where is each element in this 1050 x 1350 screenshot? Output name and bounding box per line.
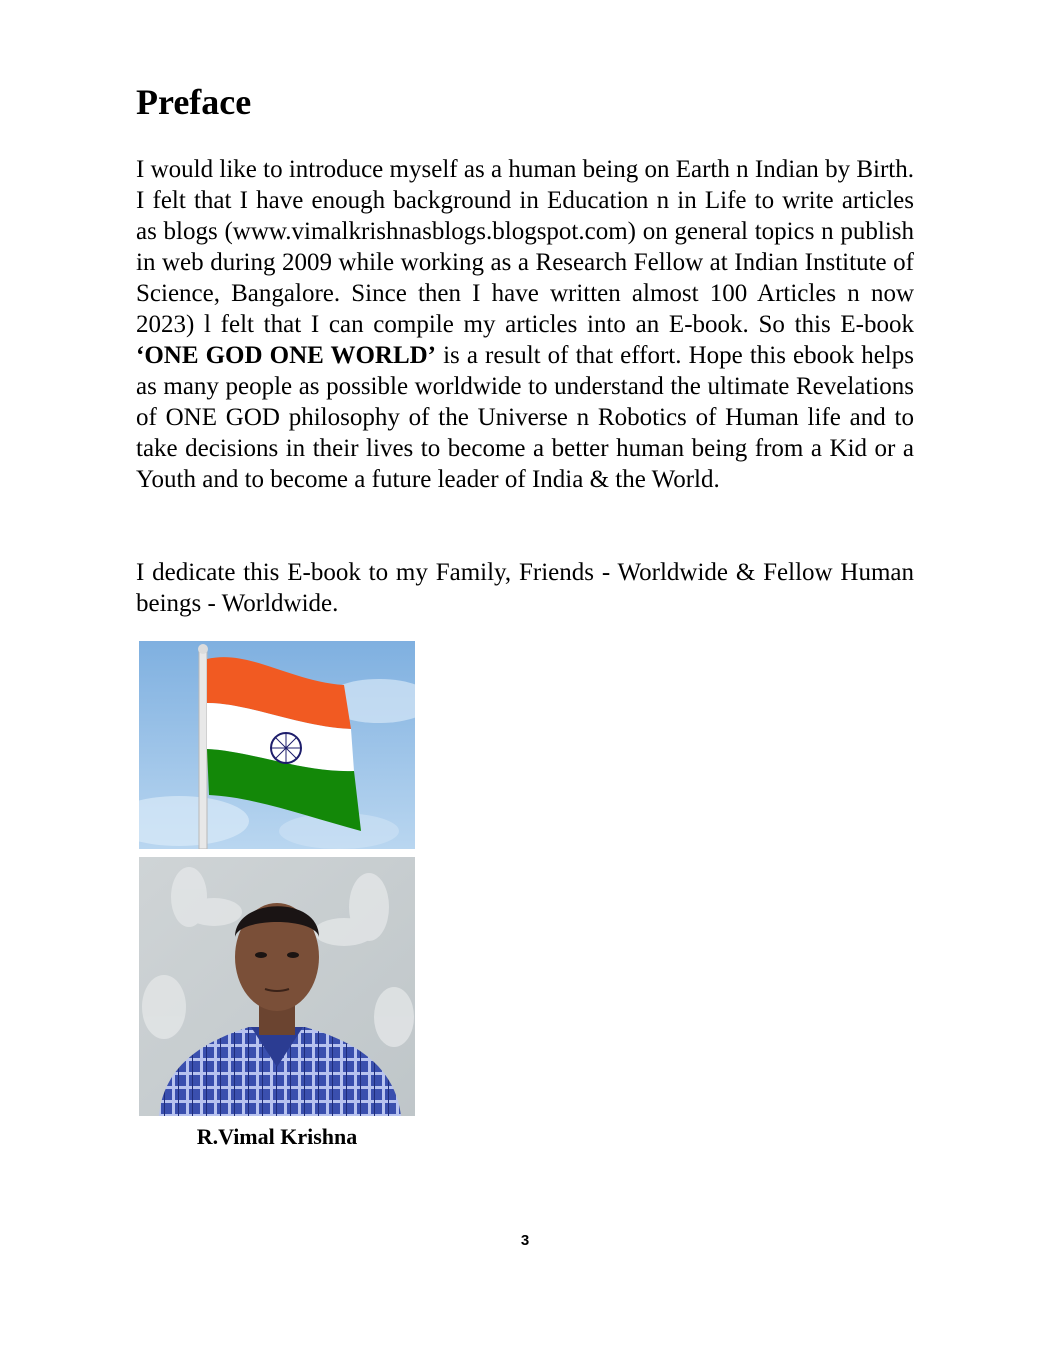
page-number: 3 xyxy=(520,1232,530,1249)
indian-flag-illustration xyxy=(139,641,415,849)
indian-flag-image xyxy=(139,641,415,849)
author-photo xyxy=(139,857,415,1116)
author-name-caption: R.Vimal Krishna xyxy=(196,1124,358,1149)
book-title: ‘ONE GOD ONE WORLD’ xyxy=(136,342,436,369)
preface-paragraph-dedication: I dedicate this E-book to my Family, Friends - Worldwide & Fellow Human beings - Worldwide. xyxy=(136,559,914,617)
intro-text-end: is a result of that effort. Hope this ebook helps as many people as possible worldwide to understand the ultimate Revelations of ONE GOD philosophy of the Universe n Robotics of Human life and to take decisions in their lives to become a better human being from a Kid or a Youth and to become a future leader of India & the World. xyxy=(136,342,914,493)
flag-pole xyxy=(199,647,207,849)
pole-finial xyxy=(198,644,208,654)
right-eye xyxy=(287,952,299,958)
author-portrait-illustration xyxy=(139,857,415,1116)
left-eye xyxy=(255,952,267,958)
intro-text-start: I would like to introduce myself as a human being on Earth n Indian by Birth. I felt that I have enough background in Education n in Life to write articles as blogs (www.vimalkrishnasblogs.blogspot.com) on general topics n publish in web during 2009 while working as a Research Fellow at Indian Institute of Science, Bangalore. Since then I have written almost 100 Articles n now 2023) l felt that I can compile my articles into an E-book. So this E-book xyxy=(136,156,914,338)
preface-paragraph-intro xyxy=(136,154,914,495)
page-title: Preface xyxy=(136,82,252,122)
chakra-spokes xyxy=(271,733,301,763)
